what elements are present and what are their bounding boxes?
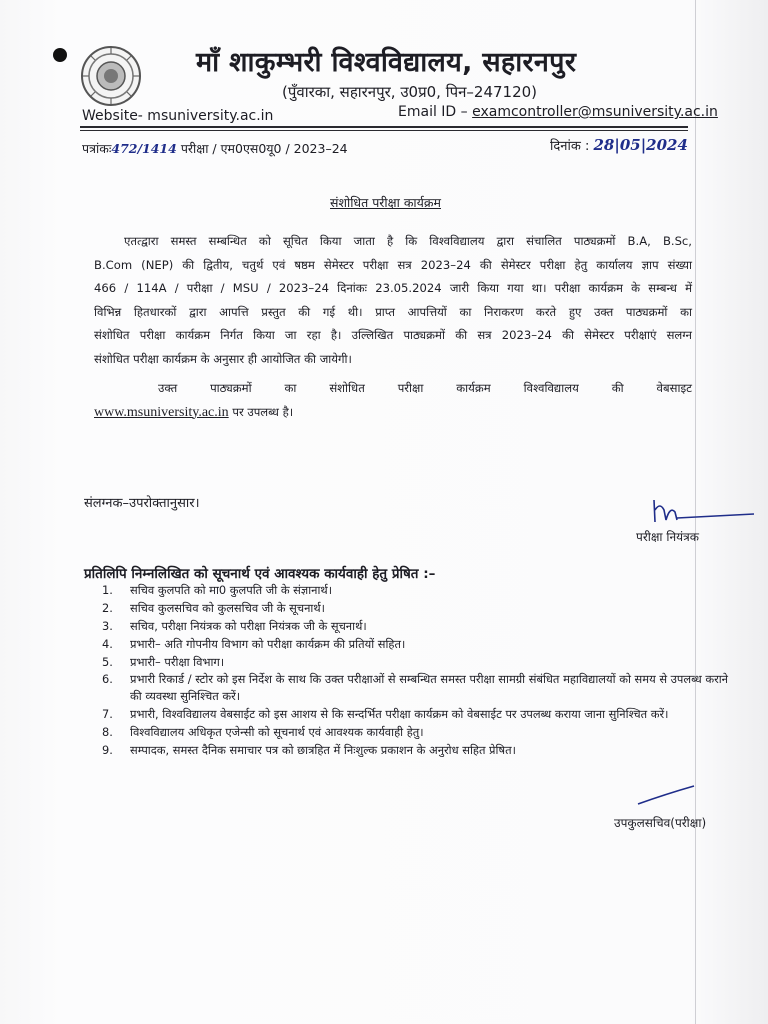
- university-website-link[interactable]: www.msuniversity.ac.in: [94, 404, 229, 420]
- website-paragraph: [94, 377, 692, 424]
- list-item: 1. सचिव कुलपति को मा0 कुलपति जी के संज्ञानार्थ।: [102, 583, 333, 597]
- header-divider-thin: [80, 130, 688, 131]
- punch-hole: [53, 48, 67, 62]
- handwritten-date: 28|05|2024: [593, 136, 688, 154]
- list-item: 6. प्रभारी रिकार्ड / स्टोर को इस निर्देश के साथ कि उक्त परीक्षाओं से सम्बन्धित समस्त परीक्षा सामग्री संबंधित महाविद्यालयों को समय से उपलब्ध कराने की व्यवस्था सुनिश्चित करें।: [102, 672, 728, 703]
- list-item: 9. सम्पादक, समस्त दैनिक समाचार पत्र को छात्रहित में निःशुल्क प्रकाशन के अनुरोध सहित प्रेषित।: [102, 742, 516, 757]
- list-item: 2. सचिव कुलसचिव को कुलसचिव जी के सूचनार्थ।: [102, 600, 325, 615]
- notice-title: संशोधित परीक्षा कार्यक्रम: [330, 195, 441, 210]
- paragraph-tail: पर उपलब्ध है।: [228, 404, 294, 419]
- handwritten-reference: 472/1414: [111, 141, 177, 156]
- list-item: 7. प्रभारी, विश्वविद्यालय वेबसाईट को इस आशय से कि सन्दर्भित परीक्षा कार्यक्रम को वेबसाईट पर उपलब्ध कराया जाना सुनिश्चित करें।: [102, 706, 669, 721]
- list-item: 3. सचिव, परीक्षा नियंत्रक को परीक्षा नियंत्रक जी के सूचनार्थ।: [102, 618, 367, 633]
- paragraph-line: [94, 401, 692, 425]
- notice-paragraph: [94, 230, 692, 371]
- deputy-registrar-signature: [636, 784, 696, 806]
- reference-prefix: पत्रांकः: [82, 141, 112, 156]
- university-address: (पुँवारका, सहारनपुर, उ0प्र0, पिन–247120): [282, 83, 538, 101]
- paragraph-line: एतत्द्वारा समस्त सम्बन्धित को सूचित किया जाता है कि विश्वविद्यालय द्वारा संचालित पाठ्यक्रमों B.A, B.Sc,: [124, 234, 692, 248]
- date-line: [550, 136, 688, 154]
- header-divider: [80, 126, 688, 128]
- paragraph-line: उक्त पाठ्यक्रमों का संशोधित परीक्षा कार्यक्रम विश्वविद्यालय की वेबसाइट: [158, 381, 692, 395]
- enclosure-note: संलग्नक–उपरोक्तानुसार।: [84, 496, 200, 511]
- university-name: माँ शाकुम्भरी विश्वविद्यालय, सहारनपुर: [196, 47, 577, 78]
- controller-designation: परीक्षा नियंत्रक: [636, 530, 699, 544]
- reference-suffix: परीक्षा / एम0एस0यू0 / 2023–24: [180, 141, 348, 156]
- copy-to-heading: प्रतिलिपि निम्नलिखित को सूचनार्थ एवं आवश्यक कार्यवाही हेतु प्रेषित :–: [84, 566, 436, 582]
- email-address: examcontroller@msuniversity.ac.in: [472, 104, 718, 120]
- paragraph-line: विभिन्न हितधारकों द्वारा आपत्ति प्रस्तुत की गई थी। प्राप्त आपत्तियों का निराकरण करते हुए उक्त पाठ्यक्रमों का: [94, 304, 692, 319]
- paragraph-line: 466 / 114A / परीक्षा / MSU / 2023–24 दिनांकः 23.05.2024 जारी किया गया था। परीक्षा कार्यक्रम के सम्बन्ध में: [94, 281, 692, 295]
- paragraph-line: संशोधित परीक्षा कार्यक्रम निर्गत किया जा रहा है। उल्लिखित पाठ्यक्रमों की सत्र 2023–24 की सेमेस्टर परीक्षाएं सलग्न: [94, 328, 692, 342]
- controller-signature: [646, 496, 756, 526]
- list-item: 8. विश्वविद्यालय अधिकृत एजेन्सी को सूचनार्थ एवं आवश्यक कार्यवाही हेतु।: [102, 724, 424, 739]
- university-seal-icon: [80, 45, 142, 107]
- list-item: 5. प्रभारी– परीक्षा विभाग।: [102, 654, 225, 669]
- paragraph-line: B.Com (NEP) की द्वितीय, चतुर्थ एवं षष्ठम सेमेस्टर परीक्षा सत्र 2023–24 की सेमेस्टर परीक्षा हेतु कार्यालय ज्ञाप संख्या: [94, 257, 692, 272]
- reference-number: [82, 140, 348, 157]
- website-label: Website- msuniversity.ac.in: [82, 108, 274, 124]
- email-line: [398, 104, 718, 120]
- date-label: दिनांक :: [550, 139, 590, 154]
- copy-to-list: [102, 582, 728, 760]
- deputy-registrar-designation: उपकुलसचिव(परीक्षा): [614, 816, 707, 830]
- paragraph-line: संशोधित परीक्षा कार्यक्रम के अनुसार ही आयोजित की जायेगी।: [94, 351, 352, 366]
- list-item: 4. प्रभारी– अति गोपनीय विभाग को परीक्षा कार्यक्रम की प्रतियों सहित।: [102, 636, 406, 651]
- email-label: Email ID –: [398, 104, 473, 120]
